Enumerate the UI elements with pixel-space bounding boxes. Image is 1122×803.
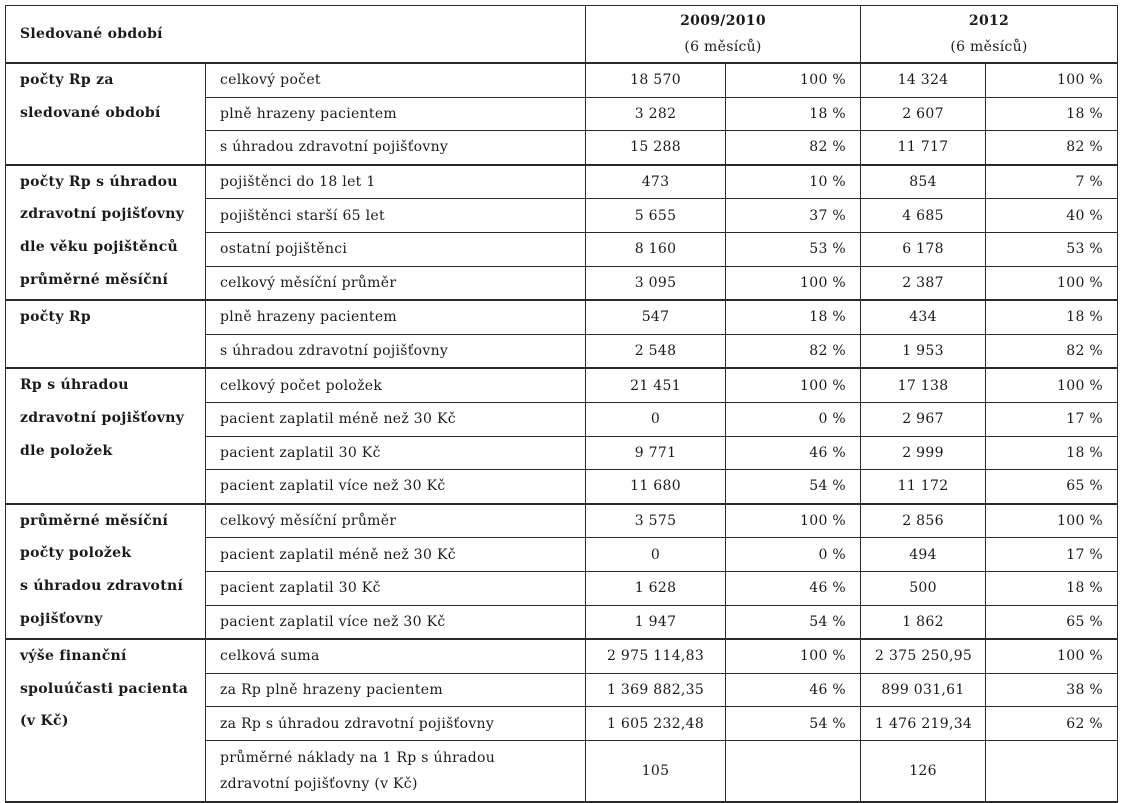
percent-2009-2010: 54 %	[726, 470, 861, 504]
header-year1-title: 2009/2010	[680, 13, 766, 29]
value-2009-2010: 3 575	[586, 504, 726, 538]
percent-2012	[986, 740, 1118, 802]
value-2009-2010: 5 655	[586, 199, 726, 233]
value-2009-2010: 1 605 232,48	[586, 707, 726, 741]
percent-2012: 65 %	[986, 470, 1118, 504]
group-category-line: počty položek	[20, 545, 132, 562]
statistics-table-container	[5, 5, 1117, 803]
value-2009-2010: 15 288	[586, 131, 726, 165]
value-2012: 6 178	[861, 232, 986, 266]
group-category-cell	[6, 639, 206, 802]
group-category-line: průměrné měsíční	[20, 512, 169, 529]
value-2012: 11 172	[861, 470, 986, 504]
group-category-line: průměrné měsíční	[20, 271, 169, 288]
table-row	[6, 165, 1118, 199]
group-category-line: dle položek	[20, 442, 113, 459]
table-group	[6, 368, 1118, 503]
row-label: pacient zaplatil 30 Kč	[206, 436, 586, 470]
row-label: pacient zaplatil více než 30 Kč	[206, 605, 586, 639]
value-2012: 4 685	[861, 199, 986, 233]
percent-2012: 100 %	[986, 504, 1118, 538]
percent-2009-2010: 100 %	[726, 63, 861, 97]
percent-2009-2010: 18 %	[726, 97, 861, 131]
percent-2009-2010: 54 %	[726, 605, 861, 639]
value-2009-2010: 105	[586, 740, 726, 802]
percent-2009-2010: 37 %	[726, 199, 861, 233]
header-year2-title: 2012	[968, 13, 1010, 29]
value-2012: 14 324	[861, 63, 986, 97]
percent-2012: 100 %	[986, 368, 1118, 402]
percent-2009-2010: 0 %	[726, 538, 861, 572]
percent-2012: 18 %	[986, 436, 1118, 470]
value-2009-2010: 2 975 114,83	[586, 639, 726, 673]
table-row	[6, 639, 1118, 673]
row-label: pacient zaplatil více než 30 Kč	[206, 470, 586, 504]
value-2012: 1 953	[861, 334, 986, 368]
percent-2012: 82 %	[986, 334, 1118, 368]
percent-2012: 53 %	[986, 232, 1118, 266]
value-2009-2010: 1 628	[586, 571, 726, 605]
header-year1-subtitle: (6 měsíců)	[684, 39, 762, 55]
percent-2009-2010: 10 %	[726, 165, 861, 199]
value-2012: 494	[861, 538, 986, 572]
percent-2012: 100 %	[986, 266, 1118, 300]
percent-2009-2010	[726, 740, 861, 802]
value-2012: 2 999	[861, 436, 986, 470]
percent-2009-2010: 46 %	[726, 673, 861, 707]
table-row	[6, 368, 1118, 402]
value-2009-2010: 8 160	[586, 232, 726, 266]
table-row	[6, 504, 1118, 538]
row-label: celková suma	[206, 639, 586, 673]
row-label: pojištěnci do 18 let 1	[206, 165, 586, 199]
table-group	[6, 639, 1118, 802]
group-category-line: pojišťovny	[20, 610, 103, 627]
row-label: pacient zaplatil méně než 30 Kč	[206, 402, 586, 436]
value-2012: 2 856	[861, 504, 986, 538]
row-label	[206, 740, 586, 802]
value-2012: 2 375 250,95	[861, 639, 986, 673]
row-label: pacient zaplatil méně než 30 Kč	[206, 538, 586, 572]
percent-2012: 100 %	[986, 63, 1118, 97]
value-2012: 1 862	[861, 605, 986, 639]
percent-2012: 38 %	[986, 673, 1118, 707]
row-label: za Rp plně hrazeny pacientem	[206, 673, 586, 707]
percent-2012: 40 %	[986, 199, 1118, 233]
value-2009-2010: 18 570	[586, 63, 726, 97]
row-label: plně hrazeny pacientem	[206, 300, 586, 334]
table-group	[6, 165, 1118, 300]
percent-2009-2010: 18 %	[726, 300, 861, 334]
value-2012: 899 031,61	[861, 673, 986, 707]
table-group	[6, 504, 1118, 639]
group-category-line: s úhradou zdravotní	[20, 577, 184, 594]
header-row	[6, 6, 1118, 64]
value-2012: 500	[861, 571, 986, 605]
row-label-line: průměrné náklady na 1 Rp s úhradou	[220, 749, 496, 766]
value-2009-2010: 21 451	[586, 368, 726, 402]
percent-2009-2010: 46 %	[726, 436, 861, 470]
value-2012: 17 138	[861, 368, 986, 402]
percent-2012: 17 %	[986, 538, 1118, 572]
group-category-line: dle věku pojištěnců	[20, 238, 179, 255]
row-label: celkový počet položek	[206, 368, 586, 402]
value-2009-2010: 11 680	[586, 470, 726, 504]
percent-2012: 18 %	[986, 97, 1118, 131]
value-2009-2010: 9 771	[586, 436, 726, 470]
group-category-line: Rp s úhradou	[20, 377, 129, 394]
group-category-line: sledované období	[20, 104, 161, 121]
percent-2009-2010: 0 %	[726, 402, 861, 436]
percent-2012: 62 %	[986, 707, 1118, 741]
row-label: s úhradou zdravotní pojišťovny	[206, 131, 586, 165]
group-category-cell	[6, 300, 206, 368]
value-2009-2010: 547	[586, 300, 726, 334]
percent-2009-2010: 82 %	[726, 334, 861, 368]
value-2009-2010: 3 095	[586, 266, 726, 300]
percent-2012: 17 %	[986, 402, 1118, 436]
value-2012: 434	[861, 300, 986, 334]
table-group	[6, 300, 1118, 368]
percent-2009-2010: 53 %	[726, 232, 861, 266]
percent-2012: 18 %	[986, 571, 1118, 605]
value-2012: 2 607	[861, 97, 986, 131]
header-period-label: Sledované období	[6, 6, 586, 64]
group-category-line: (v Kč)	[20, 713, 69, 730]
percent-2009-2010: 54 %	[726, 707, 861, 741]
group-category-line: počty Rp s úhradou	[20, 173, 178, 190]
group-category-cell	[6, 165, 206, 300]
value-2009-2010: 0	[586, 402, 726, 436]
row-label: s úhradou zdravotní pojišťovny	[206, 334, 586, 368]
value-2009-2010: 1 369 882,35	[586, 673, 726, 707]
value-2009-2010: 473	[586, 165, 726, 199]
percent-2009-2010: 46 %	[726, 571, 861, 605]
percent-2009-2010: 100 %	[726, 368, 861, 402]
row-label: pacient zaplatil 30 Kč	[206, 571, 586, 605]
percent-2009-2010: 100 %	[726, 266, 861, 300]
percent-2012: 100 %	[986, 639, 1118, 673]
header-year2	[861, 6, 1118, 64]
group-category-line: zdravotní pojišťovny	[20, 206, 185, 223]
percent-2012: 7 %	[986, 165, 1118, 199]
row-label: celkový měsíční průměr	[206, 266, 586, 300]
value-2012: 1 476 219,34	[861, 707, 986, 741]
percent-2012: 18 %	[986, 300, 1118, 334]
group-category-cell	[6, 63, 206, 165]
group-category-cell	[6, 368, 206, 503]
prescription-statistics-table	[5, 5, 1118, 803]
value-2012: 126	[861, 740, 986, 802]
row-label: celkový počet	[206, 63, 586, 97]
value-2012: 854	[861, 165, 986, 199]
table-row	[6, 300, 1118, 334]
value-2009-2010: 3 282	[586, 97, 726, 131]
row-label: celkový měsíční průměr	[206, 504, 586, 538]
value-2012: 11 717	[861, 131, 986, 165]
group-category-cell	[6, 504, 206, 639]
percent-2009-2010: 100 %	[726, 504, 861, 538]
table-row	[6, 63, 1118, 97]
group-category-line: zdravotní pojišťovny	[20, 409, 185, 426]
row-label-line: zdravotní pojišťovny (v Kč)	[220, 775, 418, 792]
table-group	[6, 63, 1118, 165]
value-2009-2010: 0	[586, 538, 726, 572]
row-label: ostatní pojištěnci	[206, 232, 586, 266]
group-category-line: počty Rp za	[20, 72, 114, 88]
percent-2012: 82 %	[986, 131, 1118, 165]
value-2009-2010: 2 548	[586, 334, 726, 368]
percent-2009-2010: 82 %	[726, 131, 861, 165]
row-label: pojištěnci starší 65 let	[206, 199, 586, 233]
header-year1	[586, 6, 861, 64]
value-2012: 2 967	[861, 402, 986, 436]
header-year2-subtitle: (6 měsíců)	[950, 39, 1028, 55]
row-label: plně hrazeny pacientem	[206, 97, 586, 131]
value-2009-2010: 1 947	[586, 605, 726, 639]
group-category-line: výše finanční	[20, 648, 127, 665]
value-2012: 2 387	[861, 266, 986, 300]
group-category-line: spoluúčasti pacienta	[20, 680, 189, 697]
row-label: za Rp s úhradou zdravotní pojišťovny	[206, 707, 586, 741]
group-category-line: počty Rp	[20, 309, 91, 326]
percent-2009-2010: 100 %	[726, 639, 861, 673]
percent-2012: 65 %	[986, 605, 1118, 639]
